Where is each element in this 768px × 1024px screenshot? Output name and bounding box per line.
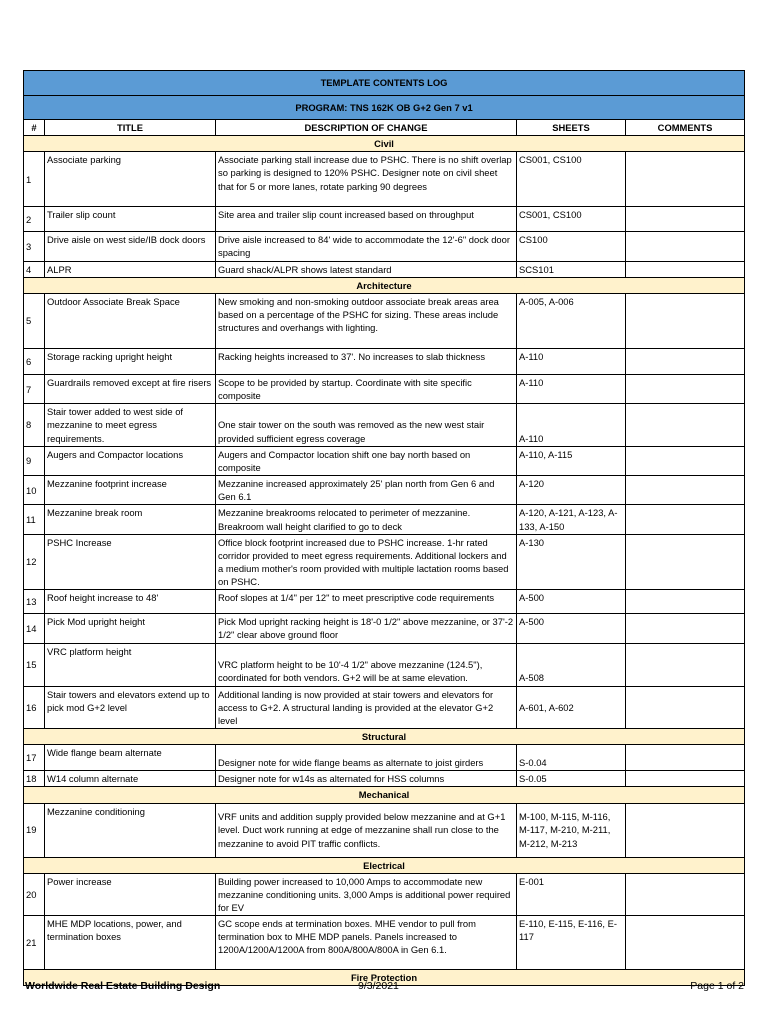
row-description: Mezzanine increased approximately 25' plan north from Gen 6 and Gen 6.1 <box>216 476 517 505</box>
row-comments <box>626 771 745 787</box>
row-number: 3 <box>24 232 45 261</box>
row-comments <box>626 348 745 374</box>
table-row <box>24 152 745 207</box>
table-row <box>24 207 745 232</box>
row-sheets: S-0.05 <box>517 771 626 787</box>
column-header-title: TITLE <box>45 120 216 136</box>
row-description: GC scope ends at termination boxes. MHE vendor to pull from termination box to MHE MDP panels. Panels increased to 1200A/1200A/1200A from 800A/800A/800A in Gen 6.1. <box>216 916 517 970</box>
row-sheets: A-110 <box>517 348 626 374</box>
row-description: Designer note for wide flange beams as alternate to joist girders <box>216 745 517 771</box>
row-title: Roof height increase to 48' <box>45 590 216 614</box>
table-row <box>24 261 745 277</box>
section-header-row <box>24 729 745 745</box>
column-header-description: DESCRIPTION OF CHANGE <box>216 120 517 136</box>
row-description: One stair tower on the south was removed as the new west stair provided sufficient egress coverage <box>216 404 517 446</box>
row-sheets: A-130 <box>517 534 626 590</box>
row-number: 5 <box>24 293 45 348</box>
row-description: Racking heights increased to 37'. No increases to slab thickness <box>216 348 517 374</box>
row-title: Stair tower added to west side of mezzanine to meet egress requirements. <box>45 404 216 446</box>
row-title: PSHC Increase <box>45 534 216 590</box>
row-comments <box>626 643 745 686</box>
row-number: 19 <box>24 803 45 857</box>
footer-page-number: Page 1 of 2 <box>690 980 744 992</box>
row-number: 16 <box>24 686 45 728</box>
table-row <box>24 873 745 915</box>
row-title: Associate parking <box>45 152 216 207</box>
row-comments <box>626 232 745 261</box>
table-row <box>24 916 745 970</box>
row-number: 21 <box>24 916 45 970</box>
table-row <box>24 505 745 534</box>
row-number: 4 <box>24 261 45 277</box>
row-title: Drive aisle on west side/IB dock doors <box>45 232 216 261</box>
table-row <box>24 404 745 446</box>
row-comments <box>626 152 745 207</box>
row-description: VRF units and addition supply provided below mezzanine and at G+1 level. Duct work running at edge of mezzanine shall run close to the mezzanine to avoid PIT traffic conflicts. <box>216 803 517 857</box>
row-comments <box>626 916 745 970</box>
row-number: 8 <box>24 404 45 446</box>
section-header: Fire Protection <box>24 970 745 986</box>
row-number: 14 <box>24 614 45 643</box>
row-sheets: A-120, A-121, A-123, A-133, A-150 <box>517 505 626 534</box>
row-description: Site area and trailer slip count increased based on throughput <box>216 207 517 232</box>
program-row <box>24 96 745 120</box>
row-comments <box>626 745 745 771</box>
row-number: 9 <box>24 446 45 475</box>
column-header-sheets: SHEETS <box>517 120 626 136</box>
row-title: VRC platform height <box>45 643 216 686</box>
row-comments <box>626 207 745 232</box>
row-title: Guardrails removed except at fire risers <box>45 374 216 403</box>
table-row <box>24 643 745 686</box>
row-comments <box>626 803 745 857</box>
row-description: Pick Mod upright racking height is 18'-0 1/2" above mezzanine, or 37'-2 1/2" clear above ground floor <box>216 614 517 643</box>
row-comments <box>626 686 745 728</box>
row-comments <box>626 534 745 590</box>
table-row <box>24 590 745 614</box>
table-row <box>24 446 745 475</box>
row-description: Scope to be provided by startup. Coordinate with site specific composite <box>216 374 517 403</box>
row-title: W14 column alternate <box>45 771 216 787</box>
row-number: 18 <box>24 771 45 787</box>
row-description: Augers and Compactor location shift one bay north based on composite <box>216 446 517 475</box>
table-row <box>24 232 745 261</box>
row-description: Guard shack/ALPR shows latest standard <box>216 261 517 277</box>
row-title: Trailer slip count <box>45 207 216 232</box>
row-number: 12 <box>24 534 45 590</box>
row-number: 15 <box>24 643 45 686</box>
row-title: ALPR <box>45 261 216 277</box>
row-sheets: A-110 <box>517 374 626 403</box>
table-row <box>24 686 745 728</box>
row-comments <box>626 505 745 534</box>
row-title: Mezzanine break room <box>45 505 216 534</box>
row-title: Power increase <box>45 873 216 915</box>
row-sheets: M-100, M-115, M-116, M-117, M-210, M-211, M-212, M-213 <box>517 803 626 857</box>
program-title: PROGRAM: TNS 162K OB G+2 Gen 7 v1 <box>24 96 745 120</box>
row-sheets: A-500 <box>517 614 626 643</box>
table-row <box>24 348 745 374</box>
table-row <box>24 534 745 590</box>
row-number: 1 <box>24 152 45 207</box>
row-description: Mezzanine breakrooms relocated to perimeter of mezzanine. Breakroom wall height clarified to go to deck <box>216 505 517 534</box>
row-sheets: E-110, E-115, E-116, E-117 <box>517 916 626 970</box>
row-comments <box>626 614 745 643</box>
row-sheets: A-508 <box>517 643 626 686</box>
table-row <box>24 614 745 643</box>
row-description: Roof slopes at 1/4" per 12" to meet prescriptive code requirements <box>216 590 517 614</box>
table-title: TEMPLATE CONTENTS LOG <box>24 71 745 96</box>
row-title: Stair towers and elevators extend up to pick mod G+2 level <box>45 686 216 728</box>
row-description: Designer note for w14s as alternated for HSS columns <box>216 771 517 787</box>
row-comments <box>626 374 745 403</box>
row-title: MHE MDP locations, power, and termination boxes <box>45 916 216 970</box>
row-description: Associate parking stall increase due to PSHC. There is no shift overlap so parking is designed to 120% PSHC. Designer note on civil sheet that for 5 or more lanes, rotate parking 90 degrees <box>216 152 517 207</box>
row-comments <box>626 404 745 446</box>
row-comments <box>626 446 745 475</box>
row-sheets: A-500 <box>517 590 626 614</box>
footer-organization: Worldwide Real Estate Building Design <box>25 980 221 992</box>
section-header: Architecture <box>24 277 745 293</box>
row-number: 6 <box>24 348 45 374</box>
row-description: New smoking and non-smoking outdoor associate break areas area based on a percentage of the PSHC for sizing. These areas include structures and overhangs with lighting. <box>216 293 517 348</box>
row-title: Storage racking upright height <box>45 348 216 374</box>
row-title: Augers and Compactor locations <box>45 446 216 475</box>
section-header: Civil <box>24 136 745 152</box>
row-sheets: A-110 <box>517 404 626 446</box>
row-description: Drive aisle increased to 84' wide to accommodate the 12'-6" dock door spacing <box>216 232 517 261</box>
section-header: Electrical <box>24 857 745 873</box>
column-header-num: # <box>24 120 45 136</box>
row-number: 2 <box>24 207 45 232</box>
row-sheets: A-110, A-115 <box>517 446 626 475</box>
section-header: Mechanical <box>24 787 745 803</box>
row-title: Wide flange beam alternate <box>45 745 216 771</box>
row-title: Mezzanine footprint increase <box>45 476 216 505</box>
row-number: 17 <box>24 745 45 771</box>
footer-date: 9/3/2021 <box>358 980 399 992</box>
section-header-row <box>24 277 745 293</box>
row-sheets: A-005, A-006 <box>517 293 626 348</box>
row-description: Office block footprint increased due to PSHC increase. 1-hr rated corridor provided to meet egress requirements. Additional lockers and a medium mother's room provided with multiple lactation rooms based on PSHC. <box>216 534 517 590</box>
column-header-comments: COMMENTS <box>626 120 745 136</box>
table-row <box>24 803 745 857</box>
row-number: 10 <box>24 476 45 505</box>
row-sheets: A-601, A-602 <box>517 686 626 728</box>
row-sheets: E-001 <box>517 873 626 915</box>
row-description: Additional landing is now provided at stair towers and elevators for access to G+2. A structural landing is provided at the elevator G+2 level <box>216 686 517 728</box>
section-header: Structural <box>24 729 745 745</box>
table-row <box>24 476 745 505</box>
row-comments <box>626 873 745 915</box>
row-title: Mezzanine conditioning <box>45 803 216 857</box>
contents-log-table <box>23 70 745 986</box>
row-number: 11 <box>24 505 45 534</box>
table-row <box>24 745 745 771</box>
row-number: 7 <box>24 374 45 403</box>
row-title: Pick Mod upright height <box>45 614 216 643</box>
section-header-row <box>24 136 745 152</box>
column-header-row <box>24 120 745 136</box>
table-title-row <box>24 71 745 96</box>
row-sheets: CS001, CS100 <box>517 152 626 207</box>
row-number: 20 <box>24 873 45 915</box>
row-comments <box>626 261 745 277</box>
row-sheets: CS100 <box>517 232 626 261</box>
section-header-row <box>24 857 745 873</box>
row-number: 13 <box>24 590 45 614</box>
row-description: VRC platform height to be 10'-4 1/2" above mezzanine (124.5"), coordinated for both vendors. G+2 will be at same elevation. <box>216 643 517 686</box>
table-row <box>24 771 745 787</box>
row-sheets: SCS101 <box>517 261 626 277</box>
row-title: Outdoor Associate Break Space <box>45 293 216 348</box>
row-comments <box>626 476 745 505</box>
row-description: Building power increased to 10,000 Amps to accommodate new mezzanine conditioning units. 3,000 Amps is additional power required for EV <box>216 873 517 915</box>
row-comments <box>626 293 745 348</box>
row-sheets: A-120 <box>517 476 626 505</box>
table-row <box>24 293 745 348</box>
row-sheets: CS001, CS100 <box>517 207 626 232</box>
section-header-row <box>24 787 745 803</box>
row-sheets: S-0.04 <box>517 745 626 771</box>
row-comments <box>626 590 745 614</box>
table-row <box>24 374 745 403</box>
